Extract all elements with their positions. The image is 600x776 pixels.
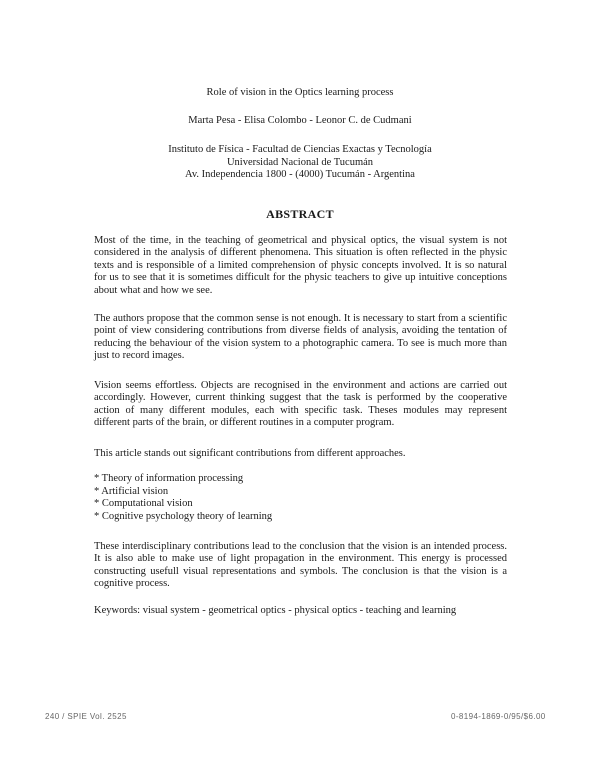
affiliation-institute: Instituto de Física - Facultad de Ciencias Exactas y Tecnología [168, 144, 432, 155]
abstract-heading: ABSTRACT [266, 207, 334, 221]
keywords-line: Keywords: visual system - geometrical optics - physical optics - teaching and learning [94, 605, 457, 616]
list-item: * Computational vision [94, 498, 193, 509]
approaches-list [94, 473, 507, 523]
abstract-paragraph-4: This article stands out significant contributions from different approaches. [94, 448, 406, 459]
list-item: * Artificial vision [94, 485, 169, 497]
abstract-paragraph-1: Most of the time, in the teaching of geometrical and physical optics, the visual system is not considered in the analysis of different phenomena. This situation is often reflected in the physic texts and is responsible of a limited comprehension of physic concepts involved. It is so natural for us to see that it is sometimes difficult for the physic teachers to give up intuitive conceptions about what and how we see. [94, 235, 507, 296]
footer-code: 0-8194-1869-0/95/$6.00 [451, 712, 546, 721]
author-list: Marta Pesa - Elisa Colombo - Leonor C. de Cudmani [188, 115, 412, 126]
abstract-paragraph-3: Vision seems effortless. Objects are recognised in the environment and actions are carried out accordingly. However, current thinking suggest that the task is performed by the cooperative action of many different modules, each with specific task. Theses modules may represent different parts of the brain, or different routines in a computer program. [94, 380, 507, 429]
affiliation-university: Universidad Nacional de Tucumán [226, 156, 374, 168]
affiliation-block [0, 144, 600, 182]
paper-title: Role of vision in the Optics learning process [206, 87, 394, 98]
footer-journal: 240 / SPIE Vol. 2525 [45, 712, 127, 721]
abstract-paragraph-2: The authors propose that the common sense is not enough. It is necessary to start from a scientific point of view considering contributions from diverse fields of analysis, avoiding the tentation of reducing the behaviour of the vision system to a photographic camera. To see is much more than just to record images. [94, 313, 507, 362]
affiliation-address: Av. Independencia 1800 - (4000) Tucumán - Argentina [185, 169, 415, 180]
list-item: * Theory of information processing [94, 473, 244, 484]
list-item: * Cognitive psychology theory of learning [94, 510, 273, 522]
abstract-conclusion: These interdisciplinary contributions lead to the conclusion that the vision is an intended process. It is also able to make use of light propagation in the environment. This energy is processed constructing usefull visual representations and symbols. The conclusion is that the vision is a cognitive process. [94, 541, 507, 590]
